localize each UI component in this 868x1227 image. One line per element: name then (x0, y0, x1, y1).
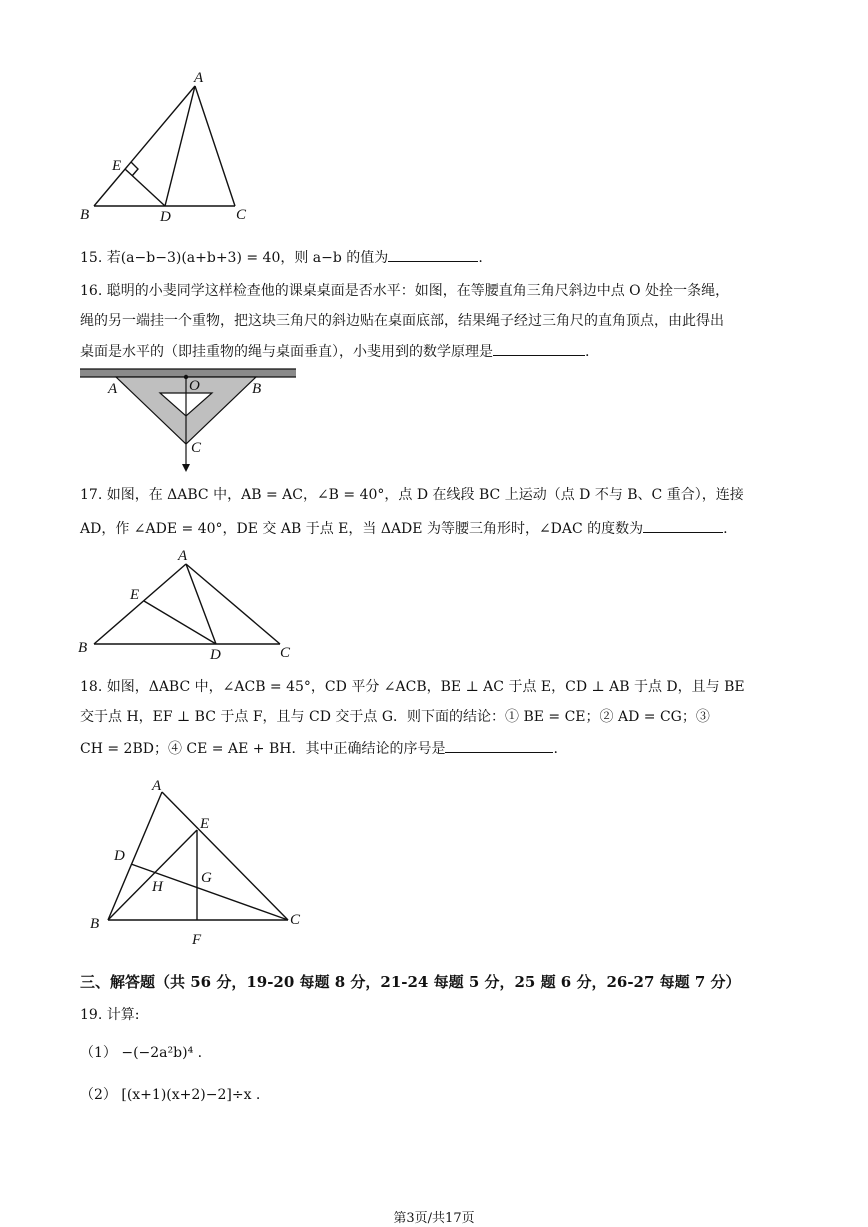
label-E: E (200, 816, 210, 832)
label-B: B (90, 916, 100, 932)
label-D: D (210, 647, 221, 663)
page-number: 第3页/共17页 (393, 1211, 475, 1226)
question-16-line1: 16. 聪明的小斐同学这样检查他的课桌桌面是否水平：如图，在等腰直角三角尺斜边中点 O 处拴一条绳， (80, 283, 730, 299)
question-16-line3: 桌面是水平的（即挂重物的绳与桌面垂直），小斐用到的数学原理是 . (80, 341, 589, 361)
label-C: C (191, 440, 202, 456)
label-C: C (236, 207, 247, 223)
answer-blank (493, 341, 585, 356)
q15-text: 15. 若(a−b−3)(a+b+3) = 40，则 a−b 的值为 (80, 250, 389, 266)
label-A: A (152, 778, 162, 794)
figure-q18 (84, 770, 314, 950)
label-O: O (189, 378, 200, 394)
question-17-line1: 17. 如图，在 ΔABC 中，AB = AC，∠B = 40°，点 D 在线段 BC 上运动（点 D 不与 B、C 重合），连接 (80, 487, 744, 503)
question-16-line2: 绳的另一端挂一个重物，把这块三角尺的斜边贴在桌面底部，结果绳子经过三角尺的直角顶点，由此得出 (80, 313, 724, 329)
label-G: G (201, 870, 212, 886)
label-D: D (114, 848, 125, 864)
label-B: B (78, 640, 88, 656)
label-H: H (152, 879, 163, 895)
question-18-line3: CH = 2BD；④ CE = AE + BH．其中正确结论的序号是 . (80, 738, 558, 758)
label-B: B (80, 207, 90, 223)
question-19-part2: （2） [(x+1)(x+2)−2]÷x . (80, 1087, 261, 1103)
label-C: C (290, 912, 301, 928)
question-19-part1: （1） −(−2a²b)⁴ . (80, 1045, 203, 1061)
label-D: D (160, 209, 171, 225)
figure-q16 (76, 366, 301, 478)
label-A: A (108, 381, 118, 397)
label-B: B (252, 381, 262, 397)
question-19-title: 19. 计算: (80, 1007, 140, 1023)
question-18-line1: 18. 如图，ΔABC 中，∠ACB = 45°，CD 平分 ∠ACB，BE ⊥ AC 于点 E，CD ⊥ AB 于点 D，且与 BE (80, 679, 745, 695)
label-E: E (130, 587, 140, 603)
answer-blank (643, 518, 723, 533)
question-18-line2: 交于点 H，EF ⊥ BC 于点 F，且与 CD 交于点 G．则下面的结论：① BE = CE；② AD = CG；③ (80, 709, 710, 725)
answer-blank (388, 247, 478, 262)
label-E: E (112, 158, 122, 174)
label-A: A (178, 548, 188, 564)
question-15: 15. 若(a−b−3)(a+b+3) = 40，则 a−b 的值为 . (80, 247, 483, 267)
section-heading: 三、解答题（共 56 分，19-20 每题 8 分，21-24 每题 5 分，25 题 6 分，26-27 每题 7 分） (80, 973, 741, 991)
question-17-line2: AD，作 ∠ADE = 40°，DE 交 AB 于点 E，当 ΔADE 为等腰三角形时，∠DAC 的度数为 . (80, 518, 728, 538)
answer-blank (445, 738, 553, 753)
label-C: C (280, 645, 291, 661)
figure-q14 (70, 62, 270, 232)
label-A: A (194, 70, 204, 86)
figure-q17 (74, 542, 304, 664)
label-F: F (192, 932, 202, 948)
